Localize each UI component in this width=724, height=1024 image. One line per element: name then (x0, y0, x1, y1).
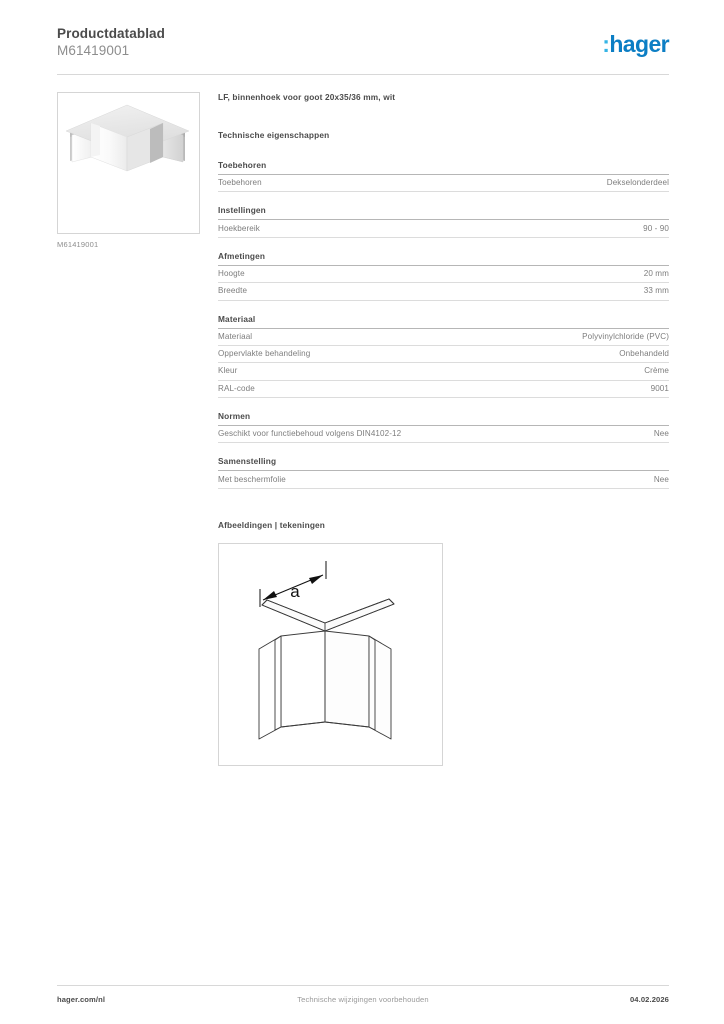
spec-value: Polyvinylchloride (PVC) (582, 331, 669, 341)
spec-value: 9001 (650, 383, 669, 393)
spec-group (218, 205, 669, 237)
footer-divider (57, 985, 669, 986)
spec-group (218, 456, 669, 488)
product-photo-caption: M61419001 (57, 240, 99, 249)
spec-row (218, 346, 669, 363)
spec-row (218, 471, 669, 488)
spec-label: RAL-code (218, 383, 255, 393)
technical-drawing (218, 543, 443, 766)
header-divider (57, 74, 669, 75)
product-photo-image (58, 93, 197, 231)
spec-group-title: Normen (218, 411, 669, 426)
spec-row (218, 329, 669, 346)
footer-website[interactable]: hager.com/nl (57, 995, 106, 1004)
spec-label: Oppervlakte behandeling (218, 349, 311, 359)
page-footer (57, 995, 669, 1009)
spec-row (218, 283, 669, 300)
specification-groups (218, 160, 669, 489)
spec-group (218, 160, 669, 192)
spec-row (218, 175, 669, 192)
technical-drawing-image (219, 544, 440, 763)
spec-value: 90 - 90 (643, 223, 669, 233)
spec-group (218, 411, 669, 443)
spec-label: Met beschermfolie (218, 474, 286, 484)
spec-value: 33 mm (643, 286, 669, 296)
spec-row (218, 381, 669, 398)
footer-disclaimer: Technische wijzigingen voorbehouden (297, 995, 429, 1004)
page-header (57, 26, 669, 74)
spec-group (218, 251, 669, 301)
spec-group (218, 314, 669, 399)
dimension-label-a: a (290, 581, 300, 601)
drawings-heading: Afbeeldingen | tekeningen (218, 519, 326, 530)
logo-colon-icon: : (602, 31, 610, 57)
spec-label: Breedte (218, 286, 248, 296)
spec-label: Kleur (218, 366, 238, 376)
spec-row (218, 426, 669, 443)
spec-value: Crème (644, 366, 669, 376)
spec-value: 20 mm (643, 268, 669, 278)
spec-row (218, 363, 669, 380)
product-photo (57, 92, 200, 234)
footer-date: 04.02.2026 (629, 995, 669, 1004)
spec-row (218, 266, 669, 283)
spec-label: Hoekbereik (218, 223, 260, 233)
spec-group-title: Materiaal (218, 314, 669, 329)
spec-group-title: Afmetingen (218, 251, 669, 266)
spec-group-title: Toebehoren (218, 160, 669, 175)
page-title: Productdatablad (57, 26, 166, 41)
spec-value: Nee (653, 474, 669, 484)
spec-label: Toebehoren (218, 178, 262, 188)
spec-value: Onbehandeld (619, 349, 669, 359)
technical-properties-heading: Technische eigenschappen (218, 130, 330, 140)
hager-logo (602, 32, 669, 56)
logo-wordmark: hager (609, 31, 669, 57)
spec-label: Hoogte (218, 268, 245, 278)
product-name: LF, binnenhoek voor goot 20x35/36 mm, wit (218, 92, 396, 102)
spec-group-title: Instellingen (218, 205, 669, 220)
spec-row (218, 220, 669, 237)
spec-label: Materiaal (218, 331, 253, 341)
spec-value: Nee (653, 429, 669, 439)
product-reference: M61419001 (57, 43, 130, 58)
spec-group-title: Samenstelling (218, 456, 669, 471)
dimension-arrow-right-icon (309, 575, 323, 584)
spec-value: Dekselonderdeel (606, 178, 669, 188)
spec-label: Geschikt voor functiebehoud volgens DIN4102-12 (218, 429, 402, 439)
specifications-content (218, 92, 669, 766)
dimension-arrow-left-icon (263, 591, 277, 600)
